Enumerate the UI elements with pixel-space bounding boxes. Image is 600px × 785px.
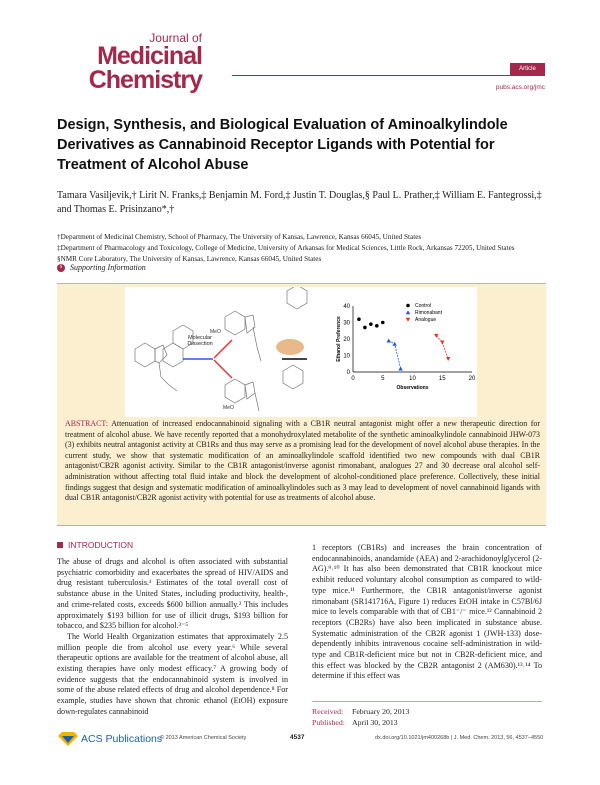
data-point-rimonabant (398, 367, 402, 371)
paragraph: 1 receptors (CB1Rs) and increases the brain concentration of endocannabinoids, anandamide (AEA) and 2-arachidonoylglycerol (2-AG).⁹˒¹⁰ It has also been demonstrated that CB1R knockout mice exhibit reduced voluntary alcohol consumption as compared to wild-type mice.¹¹ Furthermore, the CB1R antagonist/inverse agonist rimonabant (SR141716A, Figure 1) reduces EtOH intake in C57Bl/6J mice to levels comparable with that of CB1⁻/⁻ mice.¹² Cannabinoid 2 receptors (CB2Rs) have also been implicated in substance abuse. Systematic administration of the CB2R agonist 1 (JWH-133) dose-dependently inhibits intravenous cocaine self-administration in wild-type and CB1R-deficient mice but not in CB2R-deficient mice, and this effect was blocked by the CB2R antagonist 2 (AM630).¹³˒¹⁴ To determine if this effect was (312, 543, 542, 681)
paragraph: The abuse of drugs and alcohol is often associated with substantial psychiatric comorbidity and exacerbates the spread of HIV/AIDS and drug resistant tuberculosis.¹ Estimates of the total overall cost of substance abuse in the United States, including productivity, health-, and crime-related costs, exceeds $600 billion annually.² This includes approximately $193 billion for use of illicit drugs, $193 billion for tobacco, and $235 billion for alcohol.³⁻⁵ (57, 557, 288, 631)
data-point-control (381, 321, 385, 325)
x-tick-label: 5 (381, 376, 385, 382)
supporting-information-link[interactable] (57, 263, 146, 272)
legend-marker (406, 310, 410, 314)
published-date: April 30, 2013 (352, 718, 398, 727)
journal-logo (84, 32, 202, 92)
x-tick-label: 20 (468, 376, 476, 382)
y-tick-label: 10 (343, 353, 350, 360)
y-tick-label: 30 (343, 320, 350, 327)
abstract-label: ABSTRACT: (65, 419, 109, 428)
heading-text: INTRODUCTION (68, 540, 134, 550)
ethanol-preference-chart (336, 303, 476, 391)
logo-line: Chemistry (88, 66, 202, 94)
legend-label: Control (415, 303, 432, 309)
x-axis-label: Observations (396, 385, 429, 391)
substituent-label: MeO (210, 329, 221, 335)
affiliation: †Department of Medicinal Chemistry, School of Pharmacy, The University of Kansas, Lawrence, Kansas 66045, United States (57, 233, 422, 241)
y-axis-label: Ethanol Preference (336, 316, 342, 362)
acs-publications-logo (58, 731, 162, 747)
abstract-text: Attenuation of increased endocannabinoid signaling with a CB1R neutral antagonist might offer a new therapeutic direction for treatment of alcohol abuse. We have recently reported that a monohydroxylated metabolite of the synthetic aminoalkylindole cannabinoid JHW-073 (3) exhibits neutral antagonist activity at CB1Rs and thus may serve as a promising lead for the development of novel alcohol abuse therapies. In the current study, we show that systematic modification of an aminoalkylindole scaffold identified two new compounds with dual CB1R antagonist/CB2R agonist activity. Similar to the CB1R antagonist/inverse agonist rimonabant, analogues 27 and 30 decrease oral alcohol self-administration without affecting total fluid intake and block the development of alcohol-conditioned place preference. Collectively, these initial findings suggest that design and systematic modification of aminoalkylindoles such as 3 may lead to development of novel cannabinoid ligands with dual CB1R antagonist/CB2R agonist activity with potential for use as treatments of alcohol abuse. (65, 419, 540, 503)
published-label: Published: (312, 718, 345, 727)
affiliation: §NMR Core Laboratory, The University of Kansas, Lawrence, Kansas 66045, United States (57, 255, 322, 263)
data-point-analogue (434, 334, 438, 338)
copyright: © 2013 American Chemical Society (160, 735, 247, 741)
article-badge: Article (510, 63, 545, 75)
heading-square-icon (57, 542, 63, 548)
toc-graphic (125, 287, 477, 417)
author-list: Tamara Vasiljevik,† Lirit N. Franks,‡ Benjamin M. Ford,‡ Justin T. Douglas,§ Paul L. Prather,‡ William E. Fantegrossi,‡ and Thomas E. Prisinzano*,† (57, 190, 542, 215)
doi-citation[interactable]: dx.doi.org/10.1021/jm400268b | J. Med. Chem. 2013, 56, 4537−4550 (375, 735, 544, 741)
y-tick-label: 0 (346, 370, 350, 376)
legend-marker (406, 304, 410, 308)
logo-line: Medicinal (97, 42, 202, 70)
received-date: February 20, 2013 (352, 707, 410, 716)
data-point-control (375, 324, 379, 328)
received-label: Received: (312, 707, 344, 716)
x-tick-label: 15 (438, 376, 446, 382)
legend-marker (406, 318, 410, 322)
data-point-rimonabant (387, 338, 391, 342)
publisher-name: ACS Publications (81, 733, 163, 745)
page-number: 4537 (290, 734, 305, 741)
arrow-label: Molecular Dissection (187, 335, 213, 347)
paper-title: Design, Synthesis, and Biological Evaluation of Aminoalkylindole Derivatives as Cannabinoid Receptor Ligands with Potential for Treatment of Alcohol Abuse (57, 117, 508, 173)
red-arrow (214, 360, 232, 378)
data-point-control (369, 322, 373, 326)
logo-line: Journal of (149, 31, 202, 45)
affiliation: ‡Department of Pharmacology and Toxicology, College of Medicine, University of Arkansas for Medical Sciences, Little Rock, Arkansas 72205, United States (57, 244, 515, 252)
acs-hexagon-icon (58, 731, 78, 747)
data-point-control (357, 317, 361, 321)
substituent-label: MeO (223, 405, 234, 411)
section-heading (57, 540, 133, 550)
data-point-control (363, 326, 367, 330)
column-right (312, 543, 542, 682)
legend-label: Analogue (415, 317, 437, 323)
toc-svg (125, 287, 477, 417)
dates-rule (312, 701, 542, 702)
paragraph: The World Health Organization estimates that approximately 2.5 million people die from alcohol use every year.⁶ While several therapeutic options are available for the treatment of alcohol abuse, all existing therapies have only modest efficacy.⁷ A growing body of evidence suggests that the endocannabinoid system is involved in some of the abuse related effects of drug and alcohol dependence.⁸ For example, studies have shown that chronic ethanol (EtOH) exposure down-regulates cannabinoid (57, 631, 288, 716)
supporting-info-icon: S (57, 264, 65, 272)
journal-url-link[interactable]: pubs.acs.org/jmc (495, 84, 545, 91)
affiliations (57, 232, 547, 265)
supporting-info-label: Supporting Information (70, 263, 146, 272)
y-tick-label: 20 (343, 337, 350, 343)
data-point-analogue (446, 357, 450, 361)
series-line-analogue (436, 336, 448, 359)
y-tick-label: 40 (343, 304, 350, 310)
x-tick-label: 10 (409, 376, 416, 382)
abstract (65, 419, 540, 504)
x-tick-label: 0 (351, 376, 355, 382)
legend-label: Rimonabant (415, 310, 442, 316)
data-point-rimonabant (392, 342, 396, 346)
data-point-analogue (440, 341, 444, 345)
column-left (57, 557, 288, 718)
rat-icon (276, 339, 304, 355)
dates (312, 706, 409, 728)
header-rule (232, 75, 545, 76)
